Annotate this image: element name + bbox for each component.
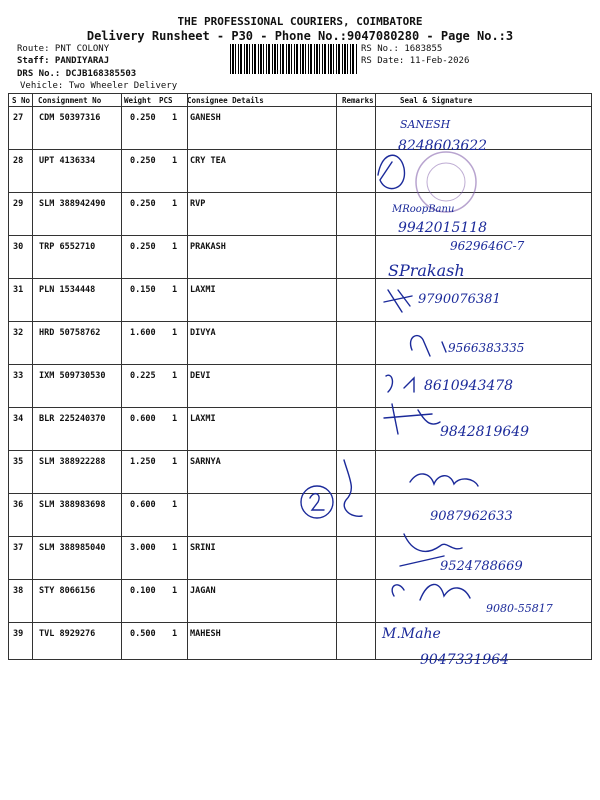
vehicle-label: Vehicle: Two Wheeler Delivery [20,81,178,91]
cell-consignee: DIVYA [190,328,216,338]
table-row [9,150,591,193]
cell-sno: 27 [13,113,24,123]
table-row [9,408,591,451]
cell-sno: 36 [13,500,24,510]
table-row [9,580,591,623]
handwriting-row39-name: M.Mahe [382,626,441,642]
runsheet-table [8,93,592,660]
cell-sno: 32 [13,328,24,338]
handwriting-row27-name: SANESH [400,118,451,131]
table-row [9,193,591,236]
col-sno: S No [12,96,31,105]
col-pcs: PCS [159,96,173,105]
cell-consignment: UPT 4136334 [39,156,96,166]
table-row [9,107,591,150]
drs-number: DRS No.: DCJB168385503 [17,69,137,79]
table-row [9,623,591,665]
cell-weight: 0.250 [130,199,156,209]
handwriting-row30-phone: 9629646C-7 [450,239,525,253]
handwriting-row30-name: SPrakash [388,261,465,280]
cell-consignment: STY 8066156 [39,586,96,596]
cell-weight: 0.600 [130,500,156,510]
cell-consignment: SLM 388983698 [39,500,106,510]
handwriting-row32-phone: 9566383335 [448,341,525,355]
handwriting-row37-phone: 9524788669 [440,559,523,574]
col-remarks: Remarks [342,96,374,105]
cell-pcs: 1 [172,328,178,338]
cell-consignee: DEVI [190,371,211,381]
cell-consignment: SLM 388942490 [39,199,106,209]
col-weight: Weight [124,96,152,105]
cell-weight: 3.000 [130,543,156,553]
cell-pcs: 1 [172,414,178,424]
route-label: Route: PNT COLONY [17,44,110,54]
cell-weight: 0.250 [130,156,156,166]
col-consignment: Consignment No [38,96,102,105]
cell-weight: 1.600 [130,328,156,338]
table-row [9,279,591,322]
cell-consignee: RVP [190,199,206,209]
cell-sno: 37 [13,543,24,553]
col-seal: Seal & Signature [400,96,473,105]
cell-consignee: SARNYA [190,457,221,467]
cell-pcs: 1 [172,156,178,166]
cell-consignee: CRY TEA [190,156,226,166]
cell-sno: 29 [13,199,24,209]
cell-sno: 38 [13,586,24,596]
cell-pcs: 1 [172,199,178,209]
barcode-image [230,44,358,74]
rs-number: RS No.: 1683855 [361,44,443,54]
handwriting-row36-phone: 9087962633 [430,509,513,524]
cell-consignment: CDM 50397316 [39,113,101,123]
cell-sno: 31 [13,285,24,295]
cell-pcs: 1 [172,285,178,295]
cell-weight: 0.250 [130,113,156,123]
cell-consignee: JAGAN [190,586,216,596]
cell-sno: 34 [13,414,24,424]
cell-consignee: GANESH [190,113,221,123]
cell-pcs: 1 [172,586,178,596]
cell-consignment: PLN 1534448 [39,285,96,295]
cell-pcs: 1 [172,371,178,381]
cell-consignee: LAXMI [190,285,216,295]
cell-pcs: 1 [172,500,178,510]
cell-consignment: TRP 6552710 [39,242,96,252]
table-row [9,451,591,494]
handwriting-row27-phone: 8248603622 [398,138,488,154]
table-row [9,365,591,408]
cell-consignment: HRD 50758762 [39,328,101,338]
cell-consignment: SLM 388922288 [39,457,106,467]
cell-weight: 0.500 [130,629,156,639]
cell-weight: 0.150 [130,285,156,295]
cell-consignment: TVL 8929276 [39,629,96,639]
cell-consignment: SLM 388985040 [39,543,106,553]
table-row [9,494,591,537]
cell-sno: 33 [13,371,24,381]
cell-consignee: MAHESH [190,629,221,639]
handwriting-row29-phone: 9942015118 [398,220,488,236]
staff-label: Staff: PANDIYARAJ [17,56,110,66]
cell-consignee: SRINI [190,543,216,553]
company-title: THE PROFESSIONAL COURIERS, COIMBATORE [177,15,423,28]
cell-sno: 28 [13,156,24,166]
cell-consignment: IXM 509730530 [39,371,106,381]
runsheet-subtitle: Delivery Runsheet - P30 - Phone No.:9047080280 - Page No.:3 [86,29,514,43]
handwriting-row39-phone: 9047331964 [420,652,510,668]
table-row [9,537,591,580]
cell-pcs: 1 [172,543,178,553]
rs-date: RS Date: 11-Feb-2026 [361,56,470,66]
cell-weight: 1.250 [130,457,156,467]
cell-weight: 0.100 [130,586,156,596]
cell-sno: 30 [13,242,24,252]
table-row [9,322,591,365]
cell-pcs: 1 [172,113,178,123]
cell-weight: 0.225 [130,371,156,381]
cell-consignee: LAXMI [190,414,216,424]
handwriting-row29-name: MRoopBanu [392,204,455,215]
handwriting-row34-phone: 9842819649 [440,424,530,440]
table-header [9,94,591,107]
cell-weight: 0.600 [130,414,156,424]
cell-sno: 35 [13,457,24,467]
cell-pcs: 1 [172,629,178,639]
table-row [9,236,591,279]
cell-consignment: BLR 225240370 [39,414,106,424]
cell-consignee: PRAKASH [190,242,226,252]
cell-weight: 0.250 [130,242,156,252]
cell-sno: 39 [13,629,24,639]
cell-pcs: 1 [172,242,178,252]
col-consignee: Consignee Details [187,96,264,105]
handwriting-row33-phone: 8610943478 [424,378,514,394]
handwriting-row31-phone: 9790076381 [418,292,501,307]
handwriting-row38-phone: 9080-55817 [486,602,553,615]
cell-pcs: 1 [172,457,178,467]
